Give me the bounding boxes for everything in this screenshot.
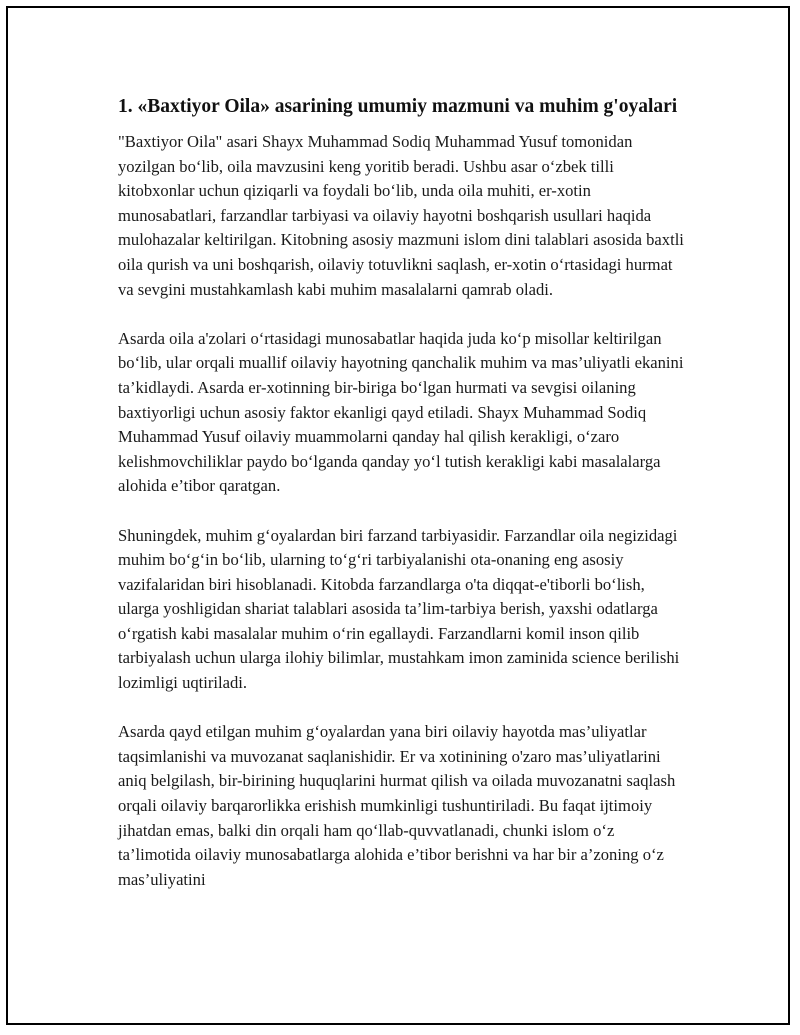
paragraph-3: Shuningdek, muhim g‘oyalardan biri farzand tarbiyasidir. Farzandlar oila negizidagi muhim bo‘g‘in bo‘lib, ularning to‘g‘ri tarbiyalanishi ota-onaning eng asosiy vazifalaridan biri hisoblanadi. Kitobda farzandlarga o'ta diqqat-e'tiborli bo‘lish, ularga yoshligidan shariat talablari asosida ta’lim-tarbiya berish, yaxshi odatlarga o‘rgatish kabi masalalar muhim o‘rin egallaydi. Farzandlarni komil inson qilib tarbiyalash uchun ularga ilohiy bilimlar, mustahkam imon zaminida science berilishi lozimligi uqtiriladi. [118,525,680,693]
paragraph-2: Asarda oila a'zolari o‘rtasidagi munosabatlar haqida juda ko‘p misollar keltirilgan bo‘lib, ular orqali muallif oilaviy hayotning qanchalik muhim va mas’uliyatli ekanini ta’kidlaydi. Asarda er-xotinning bir-biriga bo‘lgan hurmati va sevgisi oilaning baxtiyorligi uchun asosiy faktor ekanligi qayd etiladi. Shayx Muhammad Sodiq Muhammad Yusuf oilaviy muammolarni qanday hal qilish kerakligi, o‘zaro kelishmovchiliklar paydo bo‘lganda qanday yo‘l tutish kerakligi kabi masalalarga alohida e’tibor qaratgan. [118,328,684,496]
paragraph-4: Asarda qayd etilgan muhim g‘oyalardan yana biri oilaviy hayotda mas’uliyatlar taqsimlanishi va muvozanat saqlanishidir. Er va xotinining o'zaro mas’uliyatlarini aniq belgilash, bir-birining huquqlarini hurmat qilish va oilada muvozanatni saqlash orqali oilaviy barqarorlikka erishish mumkinligi tushuntiriladi. Bu faqat ijtimoiy jihatdan emas, balki din orqali ham qo‘llab-quvvatlanadi, chunki islom o‘z ta’limotida oilaviy munosabatlarga alohida e’tibor berishni va har bir a’zoning o‘z mas’uliyatini [118,722,676,889]
section-heading: 1. «Baxtiyor Oila» asarining umumiy mazmuni va muhim g'oyalari [118,96,678,117]
paragraph-1: "Baxtiyor Oila" asari Shayx Muhammad Sodiq Muhammad Yusuf tomonidan yozilgan bo‘lib, oila mavzusini keng yoritib beradi. Ushbu asar o‘zbek tilli kitobxonlar uchun qiziqarli va foydali bo‘lib, unda oila muhiti, er-xotin munosabatlari, farzandlar tarbiyasi va oilaviy hayotni boshqarish usullari haqida mulohazalar keltirilgan. Kitobning asosiy mazmuni islom dini talablari asosida baxtli oila qurish va uni boshqarish, oilaviy totuvlikni saqlash, er-xotin o‘rtasidagi hurmat va sevgini mustahkamlash kabi muhim masalalarni qamrab oladi. [118,132,684,299]
document-body [118,94,684,917]
